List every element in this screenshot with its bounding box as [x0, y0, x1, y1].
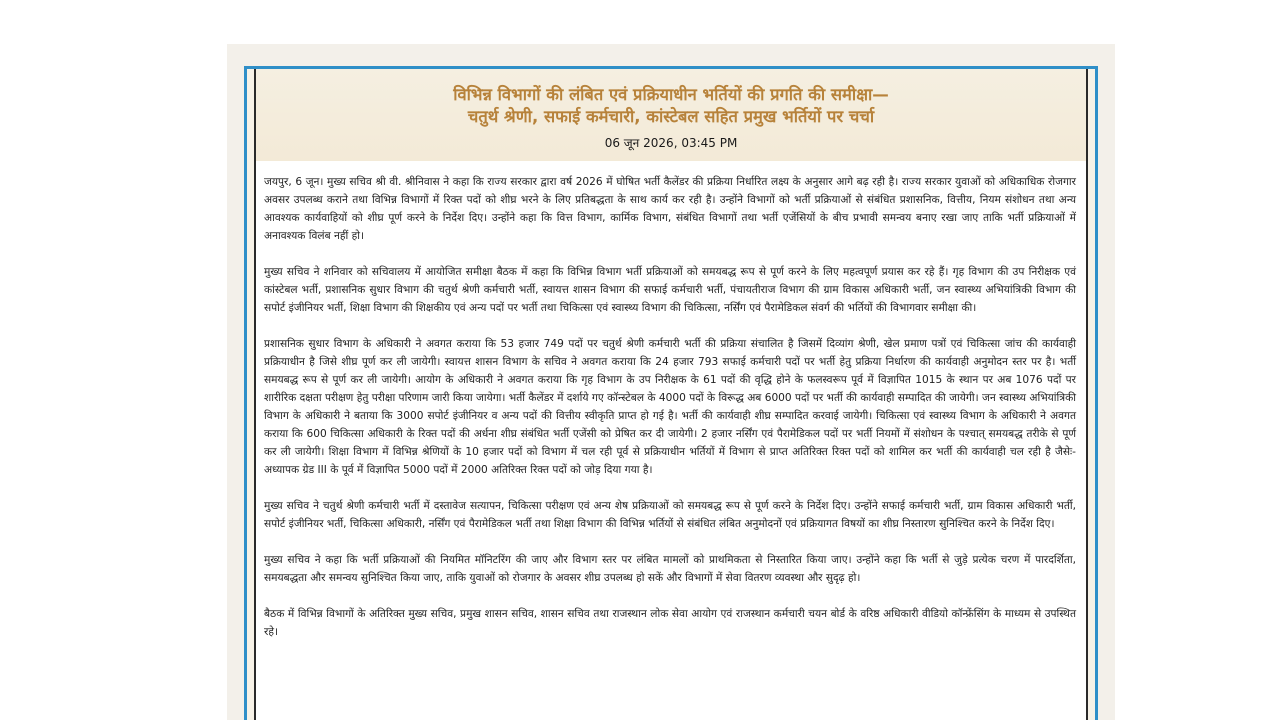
headline [256, 84, 1086, 128]
paragraph: प्रशासनिक सुधार विभाग के अधिकारी ने अवगत कराया कि 53 हजार 749 पदों पर चतुर्थ श्रेणी कर्मचारी भर्ती की प्रक्रिया संचालित है जिसमें दिव्यांग श्रेणी, खेल प्रमाण पत्रों एवं चिकित्सा जांच की कार्यवाही प्रक्रियाधीन है जिसे शीघ्र पूर्ण कर ली जायेगी। स्वायत्त शासन विभाग के सचिव ने अवगत कराया कि 24 हजार 793 सफाई कर्मचारी पदों पर भर्ती हेतु प्रक्रिया निर्धारण की कार्यवाही अनुमोदन स्तर पर है। भर्ती समयबद्ध रूप से पूर्ण कर ली जायेगी। आयोग के अधिकारी ने अवगत कराया कि गृह विभाग के उप निरीक्षक के 61 पदों की वृद्धि होने के फलस्वरूप पूर्व में विज्ञापित 1015 के स्थान पर अब 1076 पदों पर शारीरिक दक्षता परीक्षण हेतु परीक्षा परिणाम जारी किया जायेगा। भर्ती कैलेंडर में दर्शाये गए कॉन्स्टेबल के 4000 पदों के विरूद्ध अब 6000 पदों पर भर्ती की कार्यवाही सम्पादित की जायेगी। जन स्वास्थ्य अभियांत्रिकी विभाग के अधिकारी ने बताया कि 3000 सपोर्ट इंजीनियर व अन्य पदों की वित्तीय स्वीकृति प्राप्त हो गई है। भर्ती की कार्यवाही शीघ्र सम्पादित करवाई जायेगी। चिकित्सा एवं स्वास्थ्य विभाग के अधिकारी ने अवगत कराया कि 600 चिकित्सा अधिकारी के रिक्त पदों की अर्धना शीघ्र संबंधित भर्ती एजेंसी को प्रेषित कर दी जायेगी। 2 हजार नर्सिंग एवं पैरामेडिकल पदों पर भर्ती नियमों में संशोधन के पश्चात् समयबद्ध तरीके से पूर्ण कर ली जायेगी। शिक्षा विभाग में विभिन्न श्रेणियों के 10 हजार पदों को विभाग में चल रही पूर्व से प्रक्रियाधीन भर्तियों में विभाग से प्राप्त अतिरिक्त रिक्त पदों को शामिल कर भर्ती की कार्यवाही चल रही है जैसेः-अध्यापक ग्रेड III के पूर्व में विज्ञापित 5000 पदों में 2000 अतिरिक्त रिक्त पदों को जोड़ दिया गया है। [264, 338, 1076, 476]
headline-line-1: विभिन्न विभागों की लंबित एवं प्रक्रियाधीन भर्तियों की प्रगति की समीक्षा— [453, 85, 889, 104]
paragraph: मुख्य सचिव ने शनिवार को सचिवालय में आयोजित समीक्षा बैठक में कहा कि विभिन्न विभाग भर्ती प्रक्रियाओं को समयबद्ध रूप से पूर्ण करने के लिए महत्वपूर्ण प्रयास कर रहे हैं। गृह विभाग की उप निरीक्षक एवं कांस्टेबल भर्ती, प्रशासनिक सुधार विभाग की चतुर्थ श्रेणी कर्मचारी भर्ती, स्वायत्त शासन विभाग की सफाई कर्मचारी भर्ती, पंचायतीराज विभाग की ग्राम विकास अधिकारी भर्ती, जन स्वास्थ्य अभियांत्रिकी विभाग की सपोर्ट इंजीनियर भर्ती, शिक्षा विभाग की शिक्षकीय एवं अन्य पदों पर भर्ती तथा चिकित्सा एवं स्वास्थ्य विभाग की चिकित्सा, नर्सिंग एवं पैरामेडिकल संवर्ग की भर्तियों की विभागवार समीक्षा की। [264, 266, 1076, 314]
publish-date: 06 जून 2026, 03:45 PM [604, 136, 738, 150]
headline-line-2: चतुर्थ श्रेणी, सफाई कर्मचारी, कांस्टेबल सहित प्रमुख भर्तियों पर चर्चा [467, 107, 875, 126]
article-body [264, 173, 1076, 659]
paragraph: जयपुर, 6 जून। मुख्य सचिव श्री वी. श्रीनिवास ने कहा कि राज्य सरकार द्वारा वर्ष 2026 में घोषित भर्ती कैलेंडर की प्रक्रिया निर्धारित लक्ष्य के अनुसार आगे बढ़ रही है। राज्य सरकार युवाओं को अधिकाधिक रोजगार अवसर उपलब्ध कराने तथा विभिन्न विभागों में रिक्त पदों को शीघ्र भरने के लिए प्रतिबद्धता के साथ कार्य कर रही है। उन्होंने विभागों को भर्ती प्रक्रियाओं से संबंधित प्रशासनिक, वित्तीय, नियम संशोधन तथा अन्य आवश्यक कार्यवाहियों को शीघ्र पूर्ण करने के निर्देश दिए। उन्होंने कहा कि वित्त विभाग, कार्मिक विभाग, संबंधित विभागों तथा भर्ती एजेंसियों के बीच प्रभावी समन्वय बनाए रखा जाए ताकि भर्ती प्रक्रियाओं में अनावश्यक विलंब नहीं हो। [264, 176, 1076, 242]
paragraph: मुख्य सचिव ने कहा कि भर्ती प्रक्रियाओं की नियमित मॉनिटरिंग की जाए और विभाग स्तर पर लंबित मामलों को प्राथमिकता से निस्तारित किया जाए। उन्होंने कहा कि भर्ती से जुड़े प्रत्येक चरण में पारदर्शिता, समयबद्धता और समन्वय सुनिश्चित किया जाए, ताकि युवाओं को रोजगार के अवसर शीघ्र उपलब्ध हो सकें और विभागों में सेवा वितरण व्यवस्था और सुदृढ़ हो। [264, 554, 1076, 584]
document-header [256, 69, 1086, 161]
paragraph: मुख्य सचिव ने चतुर्थ श्रेणी कर्मचारी भर्ती में दस्तावेज सत्यापन, चिकित्सा परीक्षण एवं अन्य शेष प्रक्रियाओं को समयबद्ध रूप से पूर्ण करने के निर्देश दिए। उन्होंने सफाई कर्मचारी भर्ती, ग्राम विकास अधिकारी भर्ती, सपोर्ट इंजीनियर भर्ती, चिकित्सा अधिकारी, नर्सिंग एवं पैरामेडिकल भर्ती तथा शिक्षा विभाग की विभिन्न भर्तियों से संबंधित लंबित अनुमोदनों एवं प्रक्रियागत विषयों का शीघ्र निस्तारण सुनिश्चित करने के निर्देश दिए। [264, 500, 1076, 530]
paragraph: बैठक में विभिन्न विभागों के अतिरिक्त मुख्य सचिव, प्रमुख शासन सचिव, शासन सचिव तथा राजस्थान लोक सेवा आयोग एवं राजस्थान कर्मचारी चयन बोर्ड के वरिष्ठ अधिकारी वीडियो कॉन्फ्रेंसिंग के माध्यम से उपस्थित रहे। [264, 608, 1076, 638]
